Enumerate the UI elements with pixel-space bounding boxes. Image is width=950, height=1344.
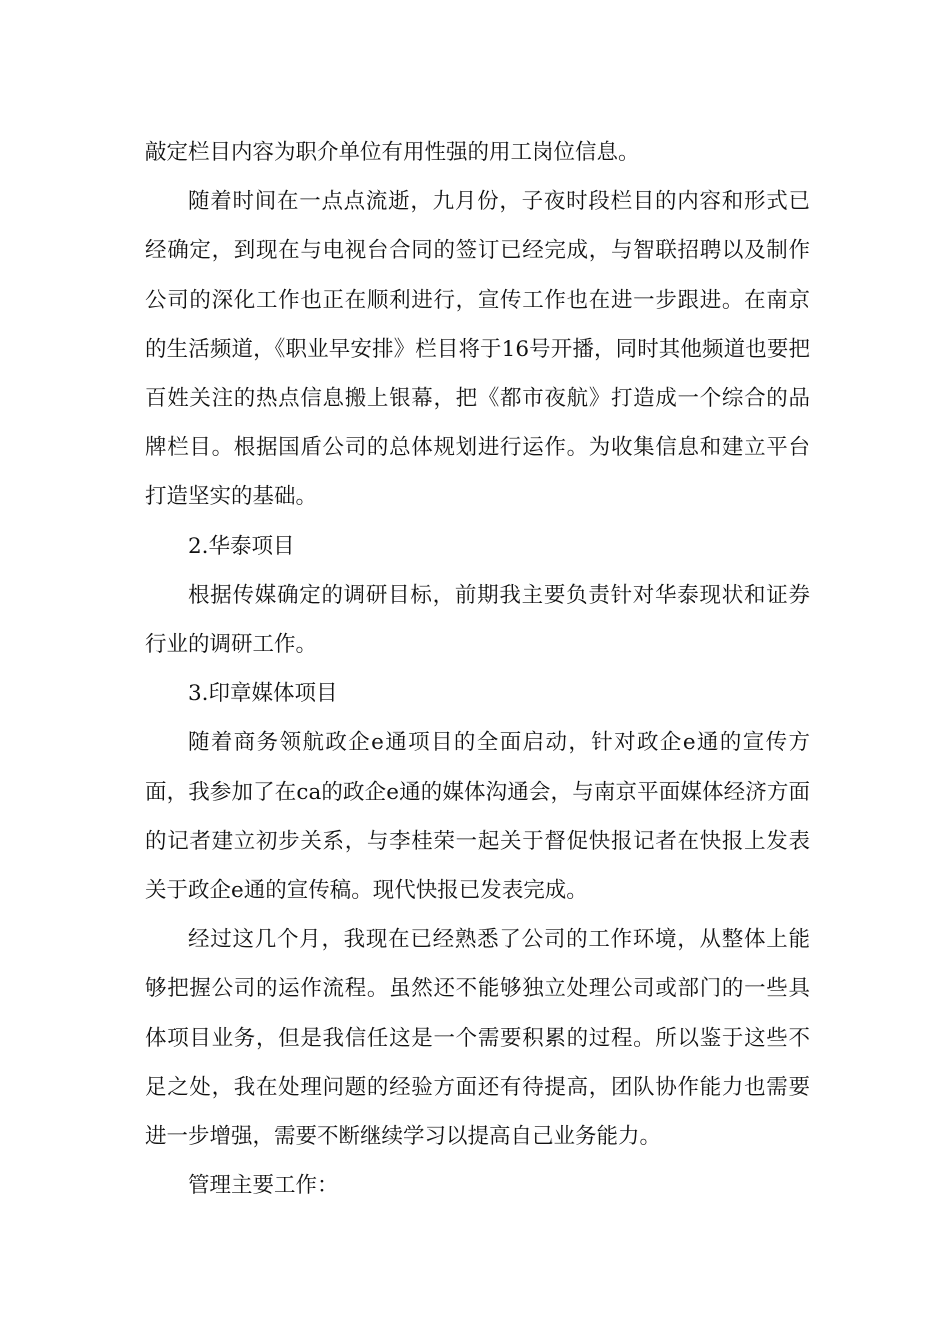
section-heading: 2.华泰项目 [188, 533, 295, 559]
paragraph: 根据传媒确定的调研目标，前期我主要负责针对华泰现状和证券行业的调研工作。 [145, 582, 810, 658]
paragraph: 经过这几个月，我现在已经熟悉了公司的工作环境，从整体上能够把握公司的运作流程。虽然还不能够独立处理公司或部门的一些具体项目业务，但是我信任这是一个需要积累的过程。所以鉴于这些不足之处，我在处理问题的经验方面还有待提高，团队协作能力也需要进一步增强，需要不断继续学习以提高自己业务能力。 [145, 927, 810, 1150]
section-heading: 管理主要工作： [188, 1173, 339, 1199]
paragraph: 随着时间在一点点流逝，九月份，子夜时段栏目的内容和形式已经确定，到现在与电视台合同的签订已经完成，与智联招聘以及制作公司的深化工作也正在顺利进行，宣传工作也在进一步跟进。在南京的生活频道，《职业早安排》栏目将于16号开播，同时其他频道也要把百姓关注的热点信息搬上银幕，把《都市夜航》打造成一个综合的品牌栏目。根据国盾公司的总体规划进行运作。为收集信息和建立平台打造坚实的基础。 [145, 189, 810, 510]
document-body [145, 128, 810, 1210]
paragraph: 随着商务领航政企e通项目的全面启动，针对政企e通的宣传方面，我参加了在ca的政企e通的媒体沟通会，与南京平面媒体经济方面的记者建立初步关系，与李桂荣一起关于督促快报记者在快报上发表关于政企e通的宣传稿。现代快报已发表完成。 [145, 730, 810, 904]
paragraph: 敲定栏目内容为职介单位有用性强的用工岗位信息。 [145, 140, 640, 165]
section-heading: 3.印章媒体项目 [188, 681, 338, 707]
